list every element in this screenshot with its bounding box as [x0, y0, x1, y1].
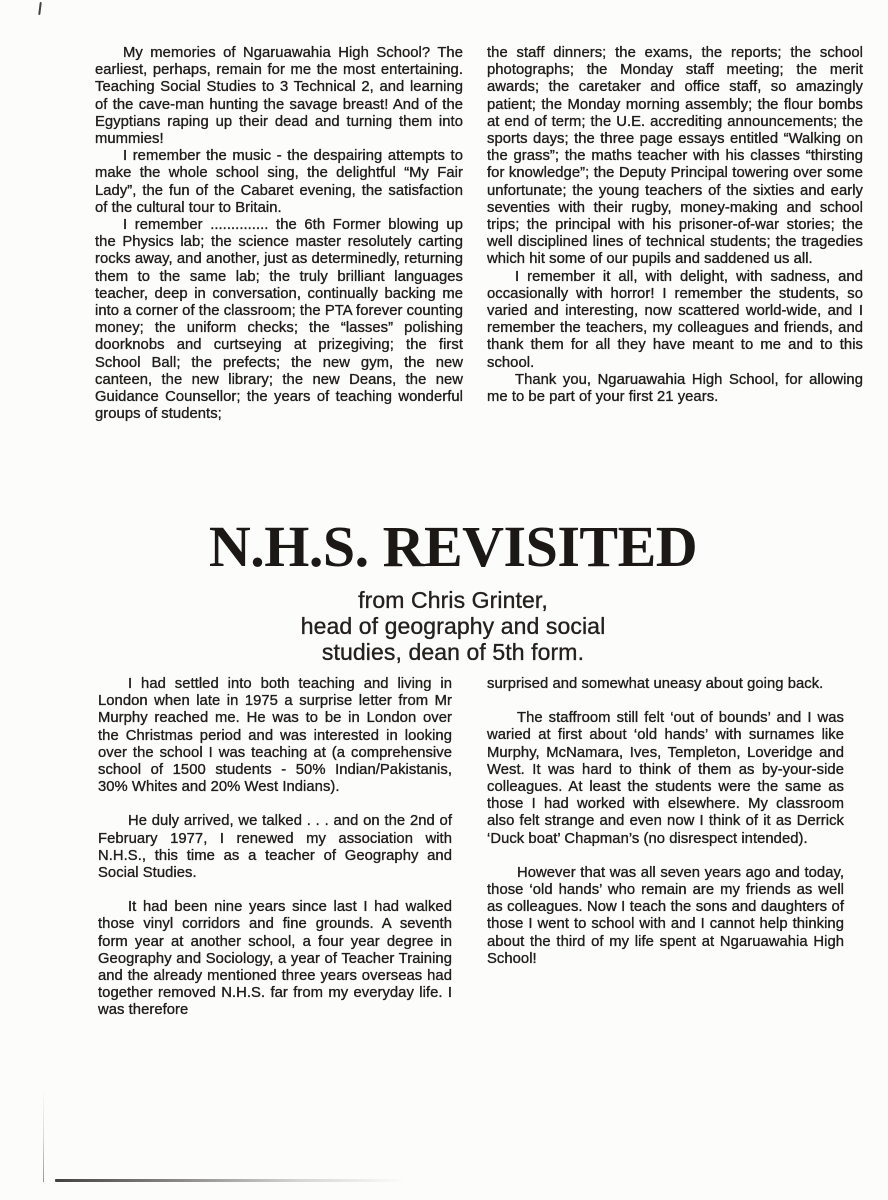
byline-line: from Chris Grinter, [358, 587, 548, 613]
paragraph: I remember it all, with delight, with sadness, and occasionally with horror! I remember the students, so varied and interesting, now scattered world-wide, and I remember the teachers, my colleagues and friends, and thank them for all they have meant to me and to this school. [487, 268, 863, 371]
paragraph: I remember the music - the despairing attempts to make the whole school sing, the delightful “My Fair Lady”, the fun of the Cabaret evening, the satisfaction of the cultural tour to Britain. [95, 148, 463, 216]
byline-line: studies, dean of 5th form. [321, 639, 585, 665]
byline-line: head of geography and social [300, 613, 606, 639]
memories-right-column [487, 45, 863, 406]
article-header [18, 516, 888, 665]
paragraph: The staffroom still felt ‘out of bounds’ and I was waried at first about ‘old hands’ with surnames like Murphy, McNamara, Ives, Templeton, Loveridge and West. It was hard to think of them as by-your-side colleagues. At least the students were the same as those I had worked with elsewhere. My classroom also felt strange and even now I think of it as Derrick ‘Duck boat’ Chapman’s (no disrespect intended). [487, 710, 844, 847]
paragraph: surprised and somewhat uneasy about going back. [487, 676, 824, 692]
memories-left-column [95, 45, 463, 423]
paragraph: My memories of Ngaruawahia High School? The earliest, perhaps, remain for me the most entertaining. Teaching Social Studies to 3 Technical 2, and learning of the cave-man hunting the savage breast! And of the Egyptians raping up their dead and turning them into mummies! [95, 45, 463, 148]
paragraph: I had settled into both teaching and living in London when late in 1975 a surprise letter from Mr Murphy reached me. He was to be in London over the Christmas period and was interested in looking over the school I was teaching at (a comprehensive school of 1500 students - 50% Indian/Pakistanis, 30% Whites and 20% West Indians). [98, 676, 452, 796]
scan-artifact-tick [38, 2, 42, 15]
article-title: N.H.S. REVISITED [208, 514, 698, 579]
scan-artifact-vertical-line [43, 1088, 44, 1182]
scan-artifact-bottom-line [55, 1179, 405, 1182]
paragraph: the staff dinners; the exams, the reports; the school photographs; the Monday staff meeting; the merit awards; the caretaker and office staff, so amazingly patient; the Monday morning assembly; the flour bombs at end of term; the U.E. accrediting announcements; the sports days; the three page essays entitled “Walking on the grass”; the maths teacher with his classes “thirsting for knowledge”; the Deputy Principal towering over some unfortunate; the young teachers of the sixties and early seventies with their rugby, money-making and school trips; the principal with his prisoner-of-war stories; the well disciplined lines of technical students; the tragedies which hit some of our pupils and saddened us all. [487, 45, 863, 268]
paragraph: However that was all seven years ago and today, those ‘old hands’ who remain are my friends as well as colleagues. Now I teach the sons and daughters of those I went to school with and I cannot help thinking about the third of my life spent at Ngaruawahia High School! [487, 864, 844, 967]
paragraph: I remember .............. the 6th Former blowing up the Physics lab; the science master resolutely carting rocks away, and another, just as determinedly, returning them to the same lab; the truly brilliant languages teacher, deep in conversation, continually backing me into a corner of the classroom; the PTA forever counting money; the uniform checks; the “lasses” polishing doorknobs and curtseying at prizegiving; the first School Ball; the prefects; the new gym, the new canteen, the new library; the new Deans, the new Guidance Counsellor; the years of teaching wonderful groups of students; [95, 217, 463, 423]
article-byline [18, 587, 888, 665]
revisited-right-column [487, 676, 844, 985]
paragraph: It had been nine years since last I had walked those vinyl corridors and fine grounds. A seventh form year at another school, a four year degree in Geography and Sociology, a year of Teacher Training and the already mentioned three years overseas had together removed N.H.S. far from my everyday life. I was therefore [98, 899, 452, 1019]
paragraph: Thank you, Ngaruawahia High School, for allowing me to be part of your first 21 years. [487, 371, 863, 406]
paragraph: He duly arrived, we talked . . . and on the 2nd of February 1977, I renewed my association with N.H.S., this time as a teacher of Geography and Social Studies. [98, 813, 452, 882]
revisited-left-column [98, 676, 452, 1037]
